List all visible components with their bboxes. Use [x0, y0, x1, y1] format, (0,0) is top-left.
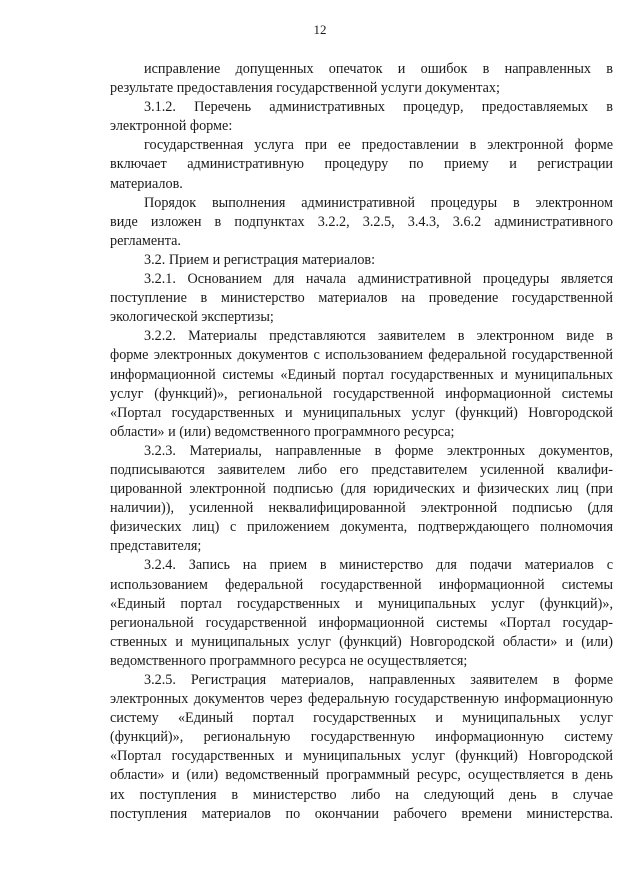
document-body — [110, 60, 613, 824]
text-line: «Единый портал государственных и муниципальных услуг (функций)», — [110, 595, 613, 612]
text-line: экологической экспертизы; — [110, 309, 274, 326]
text-line: области» и (или) ведомственный программный ресурс, осуществляется в день — [110, 767, 613, 784]
text-line: виде изложен в подпунктах 3.2.2, 3.2.5, 3.4.3, 3.6.2 административного — [110, 213, 613, 230]
text-line: ственных и муниципальных услуг (функций) Новгородской области» и (или) — [110, 633, 613, 650]
paragraph — [110, 442, 613, 557]
text-line: (функций)», региональную государственную информационную систему — [110, 729, 613, 746]
text-line: области» и (или) ведомственного программного ресурса; — [110, 423, 455, 440]
text-line: цированной электронной подписью (для юридических и физических лиц (при — [110, 481, 613, 498]
text-line: «Портал государственных и муниципальных услуг (функций) Новгородской — [110, 748, 613, 765]
text-line: «Портал государственных и муниципальных услуг (функций) Новгородской — [110, 404, 613, 421]
text-line: поступления материалов по окончании рабочего времени министерства. — [110, 805, 613, 822]
text-line: физических лиц) с приложением документа, подтверждающего полномочия — [110, 519, 613, 536]
text-line: систему «Единый портал государственных и муниципальных услуг — [110, 710, 613, 727]
paragraph — [110, 194, 613, 251]
text-line: регламента. — [110, 232, 181, 249]
text-line: электронной форме: — [110, 118, 233, 135]
text-line: наличии)), усиленной неквалифицированной электронной подписью (для — [110, 500, 613, 517]
paragraph — [110, 98, 613, 136]
text-line: региональной государственной информационной системы «Портал государ- — [110, 614, 613, 631]
text-line: материалов. — [110, 175, 183, 192]
paragraph — [110, 327, 613, 442]
paragraph — [110, 270, 613, 327]
text-line: представителя; — [110, 538, 202, 555]
text-line: Порядок выполнения административной процедуры в электронном — [144, 194, 613, 211]
text-line: электронных документов через федеральную государственную информационную — [110, 691, 613, 708]
text-line: подписываются заявителем либо его представителем усиленной квалифи- — [110, 461, 613, 478]
text-line: форме электронных документов с использованием федеральной государственной — [110, 347, 613, 364]
text-line: ведомственного программного ресурса не осуществляется; — [110, 652, 468, 669]
text-line: 3.2.2. Материалы представляются заявителем в электронном виде в — [144, 328, 613, 345]
text-line: результате предоставления государственной услуги документах; — [110, 80, 500, 97]
paragraph — [110, 251, 613, 270]
text-line: 3.2.4. Запись на прием в министерство для подачи материалов с — [144, 557, 613, 574]
paragraph — [110, 671, 613, 824]
text-line: 3.2. Прием и регистрация материалов: — [144, 251, 376, 268]
text-line: исправление допущенных опечаток и ошибок в направленных в — [144, 61, 613, 77]
text-line: 3.2.5. Регистрация материалов, направленных заявителем в форме — [144, 672, 613, 688]
page-number: 12 — [313, 22, 327, 37]
text-line: информационной системы «Единый портал государственных и муниципальных — [110, 366, 613, 383]
text-line: услуг (функций)», региональной государственной информационной системы — [110, 385, 613, 402]
paragraph — [110, 556, 613, 671]
text-line: включает административную процедуру по приему и регистрации — [110, 156, 613, 173]
text-line: 3.2.3. Материалы, направленные в форме электронных документов, — [144, 442, 613, 459]
paragraph — [110, 60, 613, 98]
paragraph — [110, 136, 613, 193]
text-line: использованием федеральной государственной информационной системы — [110, 576, 613, 593]
text-line: их поступления в министерство либо на следующий день в случае — [110, 786, 613, 803]
text-line: 3.1.2. Перечень административных процедур, предоставляемых в — [144, 99, 613, 116]
text-line: 3.2.1. Основанием для начала административной процедуры является — [144, 271, 613, 288]
text-line: поступление в министерство материалов на проведение государственной — [110, 290, 613, 307]
text-line: государственная услуга при ее предоставлении в электронной форме — [144, 137, 613, 154]
